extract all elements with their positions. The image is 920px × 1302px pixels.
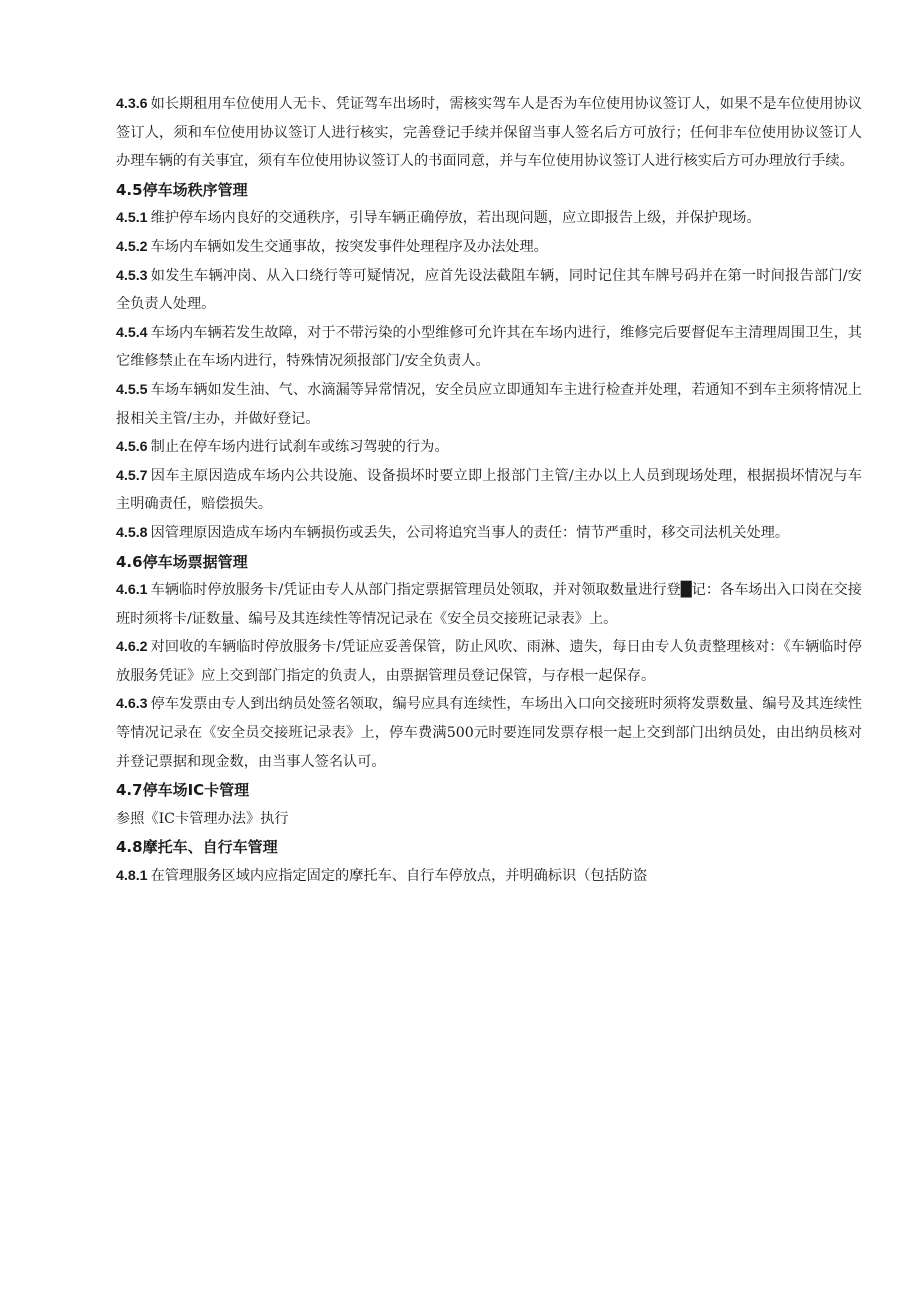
- clause-text: 维护停车场内良好的交通秩序，引导车辆正确停放，若出现问题，应立即报告上级，并保护现场。: [150, 210, 761, 227]
- clause-text: 如长期租用车位使用人无卡、凭证驾车出场时，需核实驾车人是否为车位使用协议签订人，如果不是车位使用协议签订人，须和车位使用协议签订人进行核实，完善登记手续并保留当事人签名后方可放行；任何非车位使用协议签订人办理车辆的有关事宜，须有车位使用协议签订人的书面同意，并与车位使用协议签订人进行核实后方可办理放行手续。: [116, 96, 862, 170]
- clause-text: 车辆临时停放服务卡/凭证由专人从部门指定票据管理员处领取，并对领取数量进行登█记：各车场出入口岗在交接班时须将卡/证数量、编号及其连续性等情况记录在《安全员交接班记录表》上。: [116, 582, 862, 627]
- section-heading-4-6: [116, 548, 862, 577]
- clause-number: 4.6.2: [116, 639, 148, 656]
- clause-text: 如发生车辆冲岗、从入口绕行等可疑情况，应首先设法截阻车辆，同时记住其车牌号码并在第一时间报告部门/安全负责人处理。: [116, 267, 862, 313]
- section-number: 4.7: [116, 781, 143, 800]
- clause-number: 4.5.8: [116, 524, 148, 541]
- section-number: 4.6: [116, 552, 143, 571]
- section-title: 停车场票据管理: [142, 552, 248, 571]
- reference-text: 参照《IC卡管理办法》执行: [116, 810, 289, 827]
- clause-number: 4.5.1: [116, 210, 148, 227]
- clause-4-5-8: [116, 519, 862, 548]
- clause-number: 4.6.3: [116, 696, 148, 713]
- section-title: 停车场秩序管理: [142, 180, 248, 199]
- section-title: 摩托车、自行车管理: [142, 838, 278, 857]
- clause-number: 4.5.6: [116, 439, 148, 456]
- clause-number: 4.8.1: [116, 868, 148, 885]
- clause-text: 对回收的车辆临时停放服务卡/凭证应妥善保管，防止风吹、雨淋、遗失，每日由专人负责整理核对：《车辆临时停放服务凭证》应上交到部门指定的负责人，由票据管理员登记保管，与存根一起保存。: [116, 639, 862, 684]
- clause-4-5-6: [116, 433, 862, 462]
- clause-4-3-6: [116, 90, 862, 176]
- clause-number: 4.5.3: [116, 267, 148, 284]
- section-number: 4.8: [116, 838, 143, 857]
- clause-text: 制止在停车场内进行试刹车或练习驾驶的行为。: [150, 439, 449, 456]
- clause-4-6-1: [116, 576, 862, 633]
- section-heading-4-7: [116, 776, 862, 805]
- clause-number: 4.5.4: [116, 324, 148, 341]
- clause-4-5-7: [116, 462, 862, 519]
- clause-text: 车场内车辆如发生交通事故，按突发事件处理程序及办法处理。: [150, 238, 548, 255]
- reference-note: [116, 805, 862, 834]
- section-number: 4.5: [116, 180, 143, 199]
- clause-4-6-2: [116, 633, 862, 690]
- clause-text: 车场内车辆若发生故障，对于不带污染的小型维修可允许其在车场内进行，维修完后要督促车主清理周围卫生，其它维修禁止在车场内进行，特殊情况须报部门/安全负责人。: [116, 324, 862, 370]
- clause-number: 4.6.1: [116, 582, 148, 599]
- clause-4-8-1: [116, 862, 862, 891]
- clause-text: 车场车辆如发生油、气、水滴漏等异常情况，安全员应立即通知车主进行检查并处理，若通知不到车主须将情况上报相关主管/主办，并做好登记。: [116, 381, 862, 427]
- clause-number: 4.5.5: [116, 381, 148, 398]
- clause-text: 因车主原因造成车场内公共设施、设备损坏时要立即上报部门主管/主办以上人员到现场处理，根据损坏情况与车主明确责任，赔偿损失。: [116, 467, 862, 513]
- clause-text: 因管理原因造成车场内车辆损伤或丢失，公司将追究当事人的责任：情节严重时，移交司法机关处理。: [150, 524, 790, 541]
- clause-number: 4.5.2: [116, 238, 148, 255]
- clause-number: 4.5.7: [116, 467, 148, 484]
- clause-4-5-5: [116, 376, 862, 433]
- clause-4-5-2: [116, 233, 862, 262]
- section-heading-4-8: [116, 833, 862, 862]
- clause-text: 停车发票由专人到出纳员处签名领取，编号应具有连续性，车场出入口向交接班时须将发票数量、编号及其连续性等情况记录在《安全员交接班记录表》上，停车费满500元时要连同发票存根一起上交到部门出纳员处，由出纳员核对并登记票据和现金数，由当事人签名认可。: [116, 696, 862, 770]
- clause-4-6-3: [116, 690, 862, 776]
- clause-4-5-3: [116, 262, 862, 319]
- clause-text: 在管理服务区域内应指定固定的摩托车、自行车停放点，并明确标识（包括防盗: [150, 868, 648, 885]
- clause-4-5-4: [116, 319, 862, 376]
- section-heading-4-5: [116, 176, 862, 205]
- clause-number: 4.3.6: [116, 96, 148, 112]
- clause-4-5-1: [116, 204, 862, 233]
- document-page: [116, 90, 862, 891]
- section-title: 停车场IC卡管理: [142, 781, 250, 800]
